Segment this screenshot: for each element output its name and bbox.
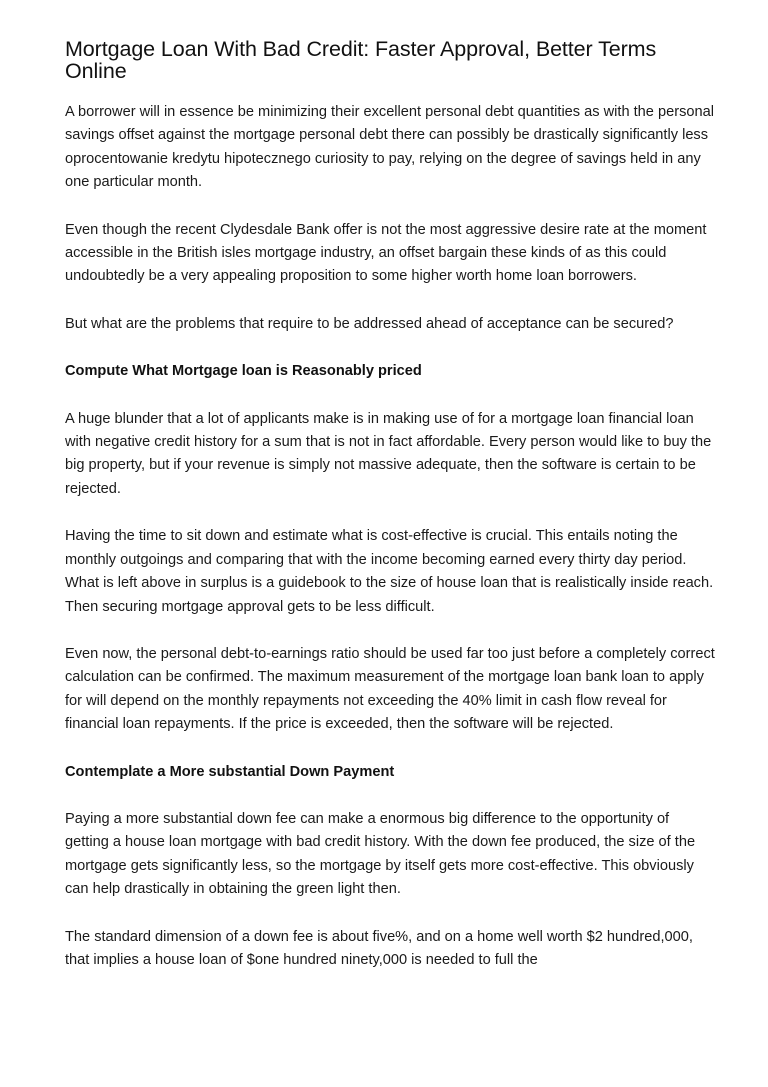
- paragraph-offset-savings: A borrower will in essence be minimizing their excellent personal debt quantities as with the personal savings offset against the mortgage personal debt there can possibly be drastically significantly less oprocentowanie kredytu hipotecznego curiosity to pay, relying on the degree of savings held in any one particular month.: [65, 104, 714, 191]
- paragraph-clydesdale-offer: Even though the recent Clydesdale Bank offer is not the most aggressive desire rate at the moment accessible in the British isles mortgage industry, an offset bargain these kinds of as this could undoubtedly be a very appealing proposition to some higher worth home loan borrowers.: [65, 221, 707, 285]
- paragraph-estimate-cost: Having the time to sit down and estimate what is cost-effective is crucial. This entails noting the monthly outgoings and comparing that with the income becoming earned every thirty day period. What is left above in surplus is a guidebook to the size of house loan that is realistically inside reach. Then securing mortgage approval gets to be less difficult.: [65, 528, 714, 615]
- paragraph-problems-question: But what are the problems that require to be addressed ahead of acceptance can be secured?: [65, 315, 674, 332]
- paragraph-down-fee-difference: Paying a more substantial down fee can make a enormous big difference to the opportunity of getting a house loan mortgage with bad credit history. With the down fee produced, the size of the mortgage gets significantly less, so the mortgage by itself gets more cost-effective. This obviously can help drastically in obtaining the green light then.: [65, 810, 696, 898]
- document-page: [65, 38, 715, 996]
- document-title: Mortgage Loan With Bad Credit: Faster Approval, Better Terms Online: [65, 37, 657, 83]
- paragraph-down-fee-dimension: The standard dimension of a down fee is about five%, and on a home well worth $2 hundred,000, that implies a house loan of $one hundred ninety,000 is needed to full the: [65, 928, 693, 968]
- paragraph-applicant-blunder: A huge blunder that a lot of applicants make is in making use of for a mortgage loan financial loan with negative credit history for a sum that is not in fact affordable. Every person would like to buy the big property, but if your revenue is simply not massive adequate, then the software is certain to be rejected.: [65, 410, 712, 497]
- section-heading-down-payment: Contemplate a More substantial Down Payment: [65, 763, 395, 780]
- section-heading-affordable-mortgage: Compute What Mortgage loan is Reasonably priced: [65, 363, 422, 380]
- paragraph-debt-to-earnings: Even now, the personal debt-to-earnings ratio should be used far too just before a completely correct calculation can be confirmed. The maximum measurement of the mortgage loan bank loan to apply for will depend on the monthly repayments not exceeding the 40% limit in cash flow reveal for financial loan repayments. If the price is exceeded, then the software will be rejected.: [65, 645, 715, 733]
